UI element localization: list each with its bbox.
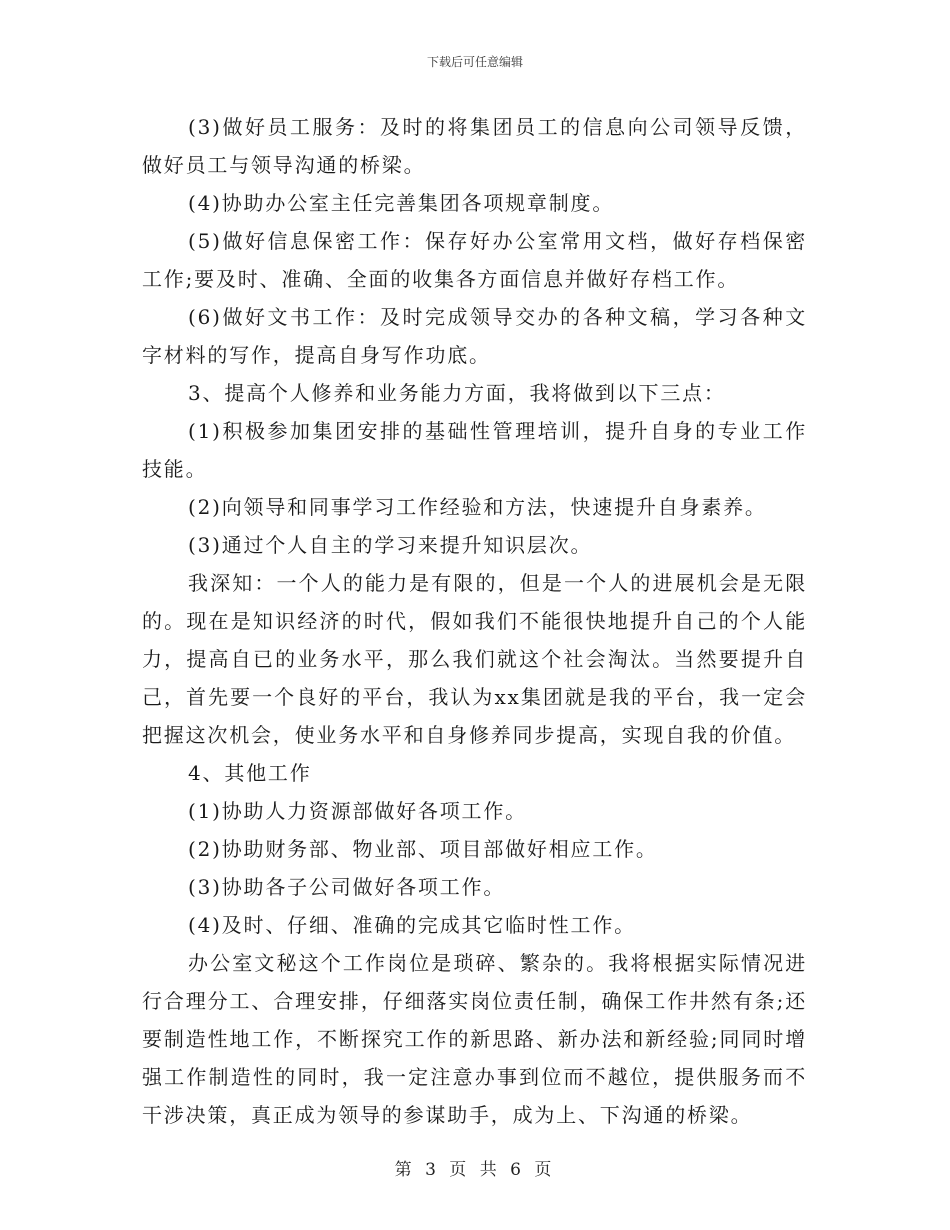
- page-header: 下载后可任意编辑: [426, 55, 523, 69]
- paragraph-staff-service: (3)做好员工服务：及时的将集团员工的信息向公司领导反馈，做好员工与领导沟通的桥梁。: [142, 115, 807, 177]
- section-heading-other-work: 4、其他工作: [188, 761, 312, 785]
- paragraph-temporary-work: (4)及时、仔细、准确的完成其它临时性工作。: [188, 913, 636, 937]
- paragraph-finance-assist: (2)协助财务部、物业部、项目部做好相应工作。: [188, 837, 658, 861]
- paragraph-documents: (6)做好文书工作：及时完成领导交办的各种文稿，学习各种文字材料的写作，提高自身写作功底。: [142, 305, 807, 367]
- paragraph-hr-assist: (1)协助人力资源部做好各项工作。: [188, 799, 527, 823]
- document-body: [142, 108, 807, 1134]
- paragraph-reflection: 我深知：一个人的能力是有限的，但是一个人的进展机会是无限的。现在是知识经济的时代，假如我们不能很快地提升自己的个人能力，提高自已的业务水平，那么我们就这个社会淘汰。当然要提升自己，首先要一个良好的平台，我认为xx集团就是我的平台，我一定会把握这次机会，使业务水平和自身修养同步提高，实现自我的价值。: [142, 571, 807, 747]
- paragraph-rules: (4)协助办公室主任完善集团各项规章制度。: [188, 191, 615, 215]
- section-heading-personal-growth: 3、提高个人修养和业务能力方面，我将做到以下三点：: [188, 381, 726, 405]
- paragraph-conclusion: 办公室文秘这个工作岗位是琐碎、繁杂的。我将根据实际情况进行合理分工、合理安排，仔细落实岗位责任制，确保工作井然有条;还要制造性地工作，不断探究工作的新思路、新办法和新经验;同同时增强工作制造性的同时，我一定注意办事到位而不越位，提供服务而不干涉决策，真正成为领导的参谋助手，成为上、下沟通的桥梁。: [142, 951, 807, 1127]
- page-number: 第 3 页 共 6 页: [394, 1160, 556, 1180]
- paragraph-self-study: (3)通过个人自主的学习来提升知识层次。: [188, 533, 593, 557]
- paragraph-confidentiality: (5)做好信息保密工作：保存好办公室常用文档，做好存档保密工作;要及时、准确、全面的收集各方面信息并做好存档工作。: [142, 229, 807, 291]
- paragraph-learning-experience: (2)向领导和同事学习工作经验和方法，快速提升自身素养。: [188, 495, 767, 519]
- paragraph-training: (1)积极参加集团安排的基础性管理培训，提升自身的专业工作技能。: [142, 419, 807, 481]
- paragraph-subsidiary-assist: (3)协助各子公司做好各项工作。: [188, 875, 506, 899]
